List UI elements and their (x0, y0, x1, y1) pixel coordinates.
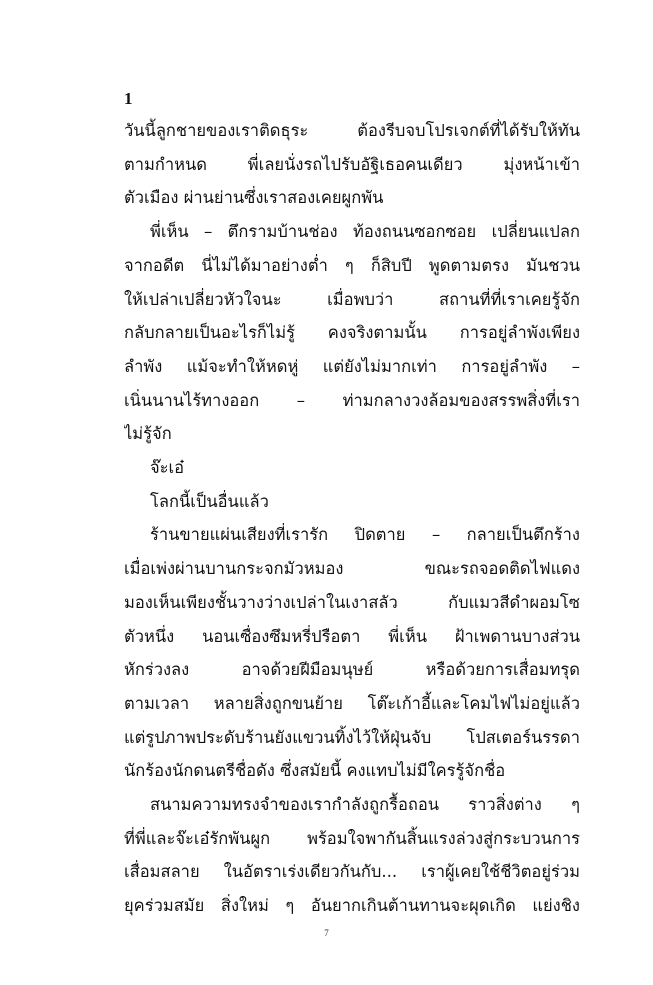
paragraph (124, 215, 580, 451)
text-line: นักร้องนักดนตรีชื่อดัง ซึ่งสมัยนี้ คงแทบไม่มีใครรู้จักชื่อ (124, 761, 506, 781)
text-line: มองเห็นเพียงชั้นวางว่างเปล่าในเงาสลัว กับแมวสีดำผอมโซ (124, 592, 580, 612)
text-line: เสื่อมสลาย ในอัตราเร่งเดียวกันกับ... เราผู้เคยใช้ชีวิตอยู่ร่วม (124, 862, 580, 882)
text-line: ตัวเมือง ผ่านย่านซึ่งเราสองเคยผูกพัน (124, 188, 384, 208)
text-line: ลำพัง แม้จะทำให้หดหู่ แต่ยังไม่มากเท่า การอยู่ลำพัง – (124, 356, 580, 376)
paragraph (124, 485, 580, 519)
paragraph (124, 114, 580, 215)
text-line: จากอดีต นี่ไม่ได้มาอย่างต่ำ ๆ ก็สิบปี พูดตามตรง มันชวน (124, 255, 580, 275)
text-line: พี่เห็น – ตึกรามบ้านช่อง ท้องถนนซอกซอย เปลี่ยนแปลก (150, 222, 580, 242)
paragraph (124, 518, 580, 788)
page-number: 7 (324, 928, 329, 938)
text-line: เมื่อเพ่งผ่านบานกระจกมัวหมอง ขณะรถจอดติดไฟแดง (124, 559, 580, 579)
text-line: โลกนี้เป็นอื่นแล้ว (150, 491, 269, 511)
text-line: เนิ่นนานไร้ทางออก – ท่ามกลางวงล้อมของสรรพสิ่งที่เรา (124, 390, 580, 410)
text-line: ตัวหนึ่ง นอนเซื่องซึมหรี่ปรือตา พี่เห็น ฝ้าเพดานบางส่วน (124, 626, 580, 646)
text-line: ตามเวลา หลายสิ่งถูกขนย้าย โต๊ะเก้าอี้และโคมไฟไม่อยู่แล้ว (124, 693, 580, 713)
text-line: ให้เปล่าเปลี่ยวหัวใจนะ เมื่อพบว่า สถานที่ที่เราเคยรู้จัก (124, 289, 580, 309)
text-line: ยุคร่วมสมัย สิ่งใหม่ ๆ อันยากเกินต้านทานจะผุดเกิด แย่งชิง (124, 896, 580, 916)
text-line: สนามความทรงจำของเรากำลังถูกรื้อถอน ราวสิ่งต่าง ๆ (150, 795, 580, 815)
text-line: ที่พี่และจ๊ะเอ๋รักพันผูก พร้อมใจพากันสิ้นแรงล่วงสู่กระบวนการ (124, 828, 580, 848)
paragraph (124, 788, 580, 923)
text-line: ตามกำหนด พี่เลยนั่งรถไปรับอัฐิเธอคนเดียว มุ่งหน้าเข้า (124, 154, 580, 174)
paragraph (124, 451, 580, 485)
text-line: จ๊ะเอ๋ (150, 458, 185, 478)
text-line: หักร่วงลง อาจด้วยฝีมือมนุษย์ หรือด้วยการเสื่อมทรุด (124, 660, 580, 680)
text-line: กลับกลายเป็นอะไรก็ไม่รู้ คงจริงตามนั้น การอยู่ลำพังเพียง (124, 323, 580, 343)
chapter-number: 1 (124, 89, 133, 108)
text-line: แต่รูปภาพประดับร้านยังแขวนทิ้งไว้ให้ฝุ่นจับ โปสเตอร์นรรดา (124, 727, 580, 747)
text-line: ไม่รู้จัก (124, 424, 172, 444)
text-line: ร้านขายแผ่นเสียงที่เรารัก ปิดตาย – กลายเป็นตึกร้าง (150, 525, 580, 545)
text-line: วันนี้ลูกชายของเราติดธุระ ต้องรีบจบโปรเจกต์ที่ได้รับให้ทัน (124, 121, 580, 140)
body-text (124, 114, 580, 923)
